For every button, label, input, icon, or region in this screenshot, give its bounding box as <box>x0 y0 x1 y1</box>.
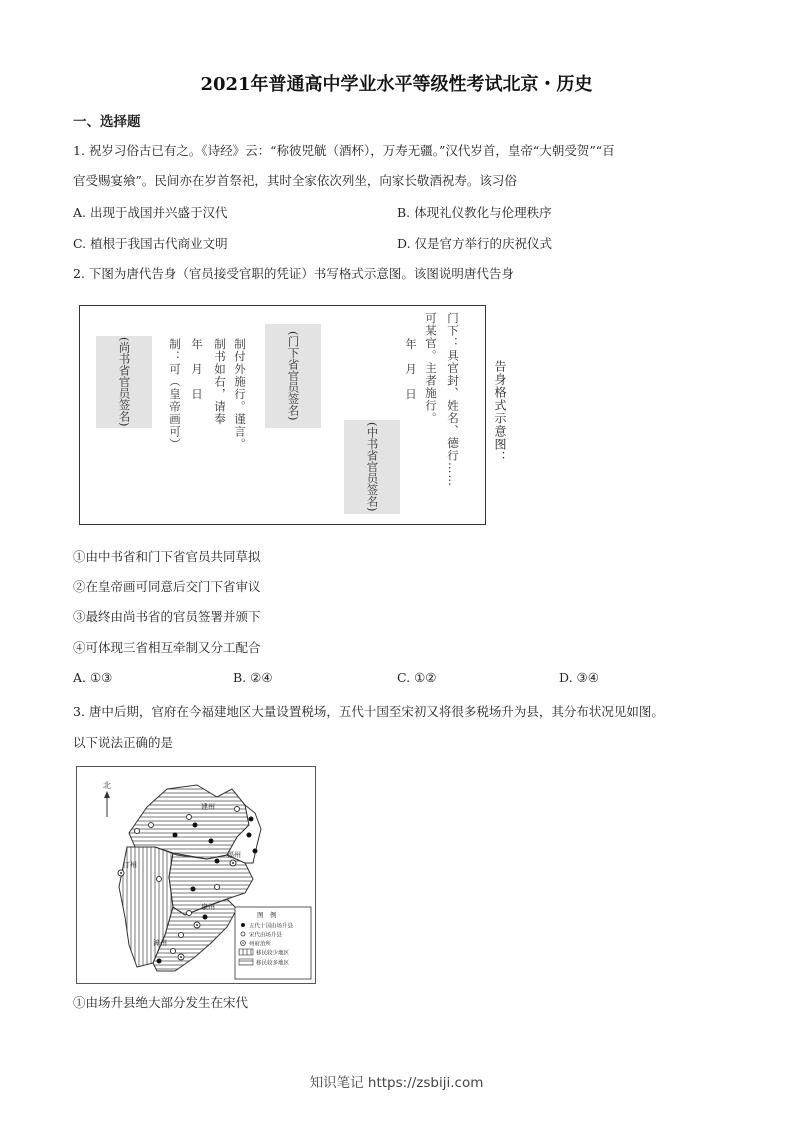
figure-caption: 告身格式示意图： <box>493 360 507 464</box>
fig-col-date2: 年 月 日 <box>404 338 418 401</box>
fig-col-zhishu-2: 制付外施行。谨言。 <box>233 338 247 451</box>
q3-stem-line1: 3. 唐中后期，官府在今福建地区大量设置税场，五代十国至宋初又将很多税场升为县，其分布状况见如图。 <box>73 704 664 719</box>
q1-option-d: D. 仅是官方举行的庆祝仪式 <box>397 236 553 251</box>
fig-col-date1: 年 月 日 <box>190 338 204 401</box>
legend-item-1: 五代十国由场升县 <box>249 923 294 930</box>
q1-stem-line2: 官受赐宴飨”。民间亦在岁首祭祀，其时全家依次列坐，向家长敬酒祝寿。该习俗 <box>73 173 517 188</box>
menxia-signature-box: (门下省官员签名) <box>265 324 321 428</box>
legend-title: 图 例 <box>257 911 277 919</box>
section-heading: 一、选择题 <box>73 114 141 130</box>
label-zhangzhou: 漳州 <box>153 939 167 947</box>
fig-col-zhi: 制：可（皇帝画可） <box>168 338 182 451</box>
q2-option-d: D. ③④ <box>559 670 599 685</box>
north-label: 北 <box>103 781 111 790</box>
map-legend <box>235 907 311 979</box>
fujian-map-figure <box>76 766 316 984</box>
fig-col-zhishu-1: 制书如右，请奉 <box>213 338 227 426</box>
q3-statement-1: ①由场升县绝大部分发生在宋代 <box>73 995 249 1010</box>
q3-stem-line2: 以下说法正确的是 <box>73 735 174 750</box>
q1-stem-line1: 1. 祝岁习俗古已有之。《诗经》云：“称彼兕觥（酒杯），万寿无疆。”汉代岁首，皇帝“大朝受贺”“百 <box>73 143 615 158</box>
legend-item-2: 宋代由场升县 <box>249 932 283 939</box>
label-tingzhou: 汀州 <box>123 861 137 869</box>
label-jianzhou: 建州 <box>201 803 215 811</box>
label-quanzhou: 泉州 <box>201 903 215 911</box>
q2-statement-2: ②在皇帝画可同意后交门下省审议 <box>73 579 261 594</box>
legend-item-3: 州府治所 <box>249 941 272 948</box>
north-arrow-icon <box>104 791 110 817</box>
q2-statement-1: ①由中书省和门下省官员共同草拟 <box>73 549 261 564</box>
q2-option-c: C. ①② <box>397 670 437 685</box>
shangshu-signature-box: (尚书省官员签名) <box>96 336 152 428</box>
gaoshen-format-figure <box>79 305 486 525</box>
q2-option-b: B. ②④ <box>233 670 273 685</box>
page-title: 2021年普通高中学业水平等级性考试北京・历史 <box>200 74 593 95</box>
q1-option-a: A. 出现于战国并兴盛于汉代 <box>73 205 228 220</box>
fujian-map <box>77 767 315 983</box>
q2-option-a: A. ①③ <box>73 670 113 685</box>
q2-stem: 2. 下图为唐代告身（官员接受官职的凭证）书写格式示意图。该图说明唐代告身 <box>73 266 514 281</box>
legend-item-4: 移民较少地区 <box>256 950 290 957</box>
label-fuzhou: 福州 <box>227 851 241 859</box>
q2-statement-4: ④可体现三省相互牵制又分工配合 <box>73 640 261 655</box>
legend-item-5: 移民较多地区 <box>256 960 290 967</box>
fig-col-kemou: 可某官。主者施行。 <box>424 312 438 425</box>
page-footer: 知识笔记 https://zsbiji.com <box>309 1075 484 1091</box>
q2-statement-3: ③最终由尚书省的官员签署并颁下 <box>73 609 261 624</box>
q1-option-b: B. 体现礼仪教化与伦理秩序 <box>397 205 552 220</box>
zhongshu-signature-box: (中书省官员签名) <box>344 420 400 514</box>
q1-option-c: C. 植根于我国古代商业文明 <box>73 236 228 251</box>
fig-col-menxia-text: 门下：具官封、姓名、德行…… <box>446 312 460 487</box>
